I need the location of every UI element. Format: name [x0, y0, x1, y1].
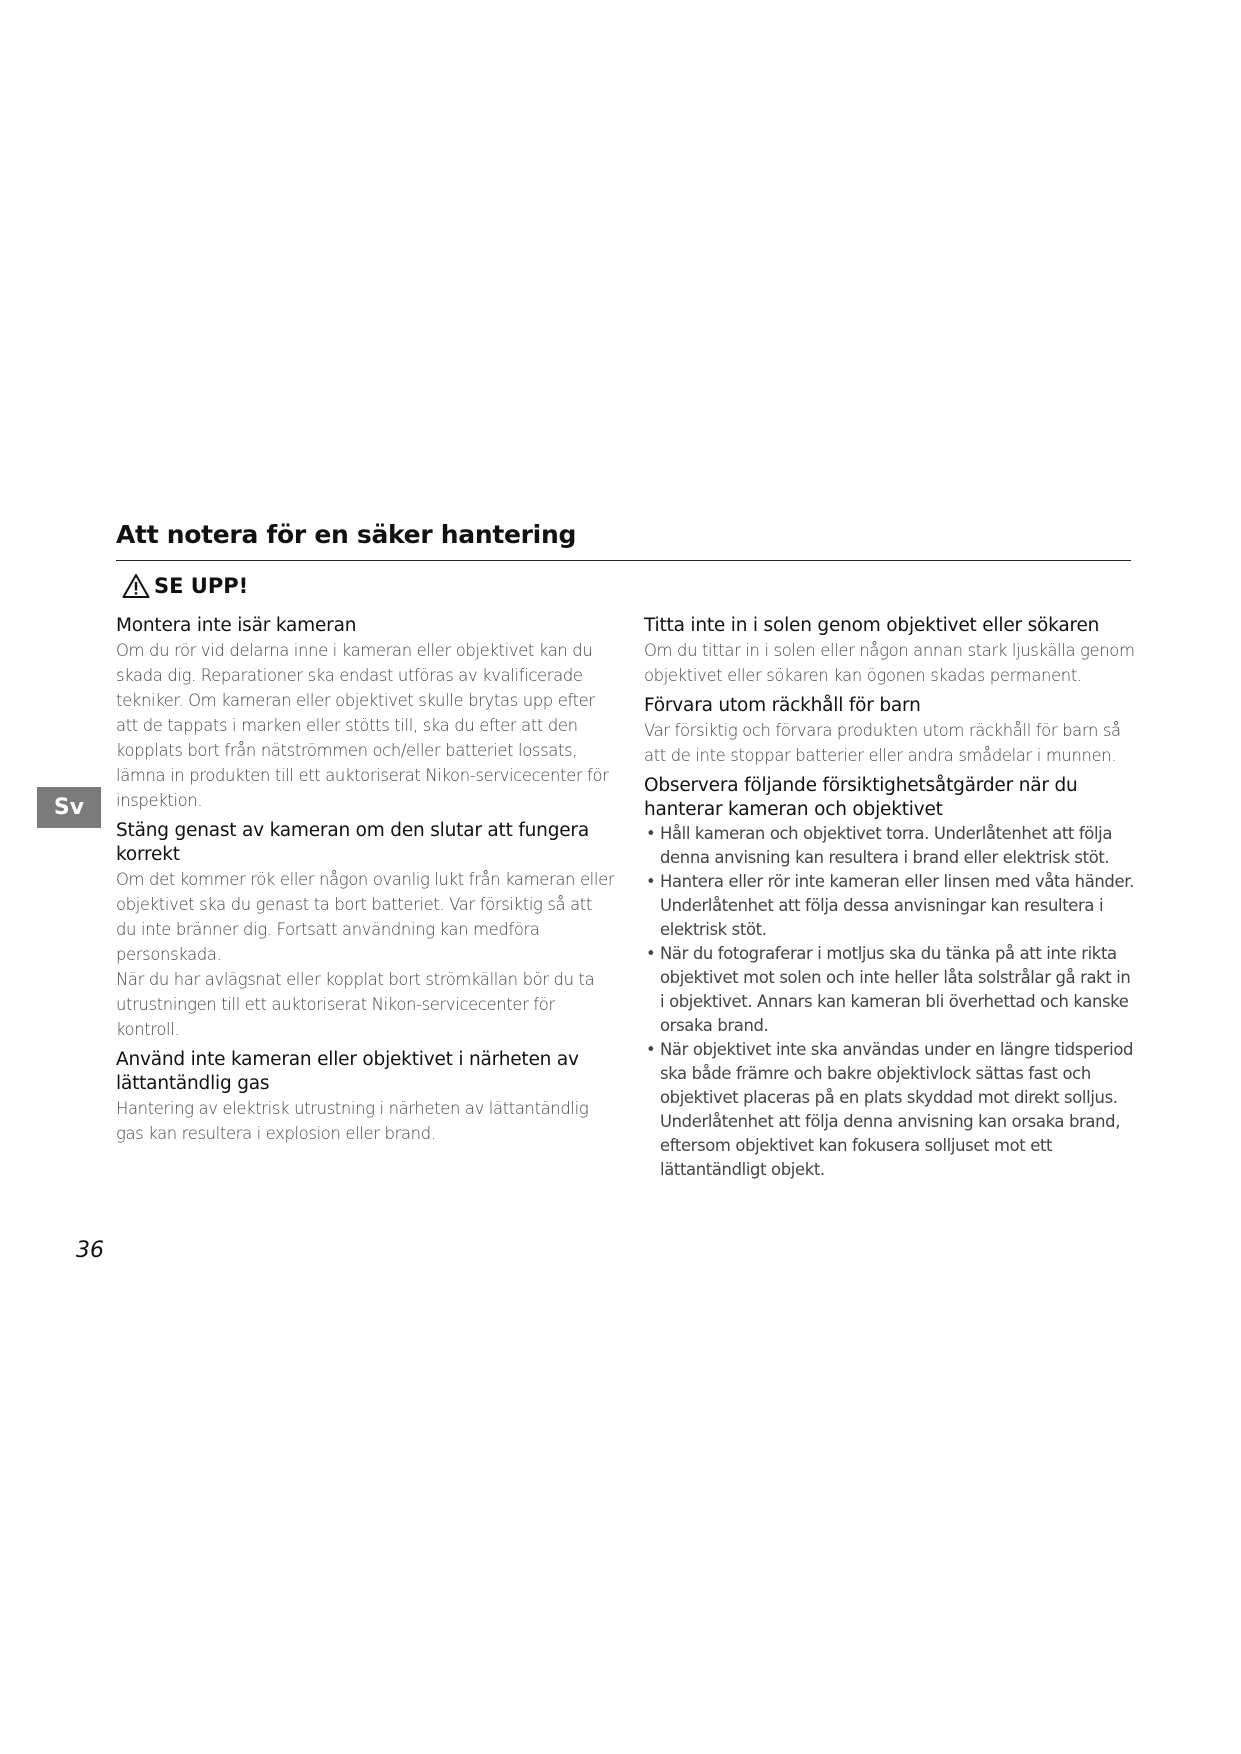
precaution-list [644, 822, 1138, 1182]
section-heading: Förvara utom räckhåll för barn [644, 695, 921, 716]
left-column [116, 614, 616, 1152]
caution-header [122, 573, 248, 599]
bullet-icon: • [646, 944, 656, 963]
section-flammable-gas [116, 1048, 616, 1146]
section-disassembly [116, 614, 616, 813]
section-heading: Använd inte kameran eller objektivet i närheten av lättantändlig gas [116, 1049, 579, 1094]
page-number: 36 [76, 1238, 104, 1263]
list-item: • Håll kameran och objektivet torra. Underlåtenhet att följa denna anvisning kan resultera i brand eller elektrisk stöt. [646, 824, 1113, 867]
section-paragraph: Var försiktig och förvara produkten utom räckhåll för barn så att de inte stoppar batterier eller andra smådelar i munnen. [644, 721, 1121, 765]
section-heading: Observera följande försiktighetsåtgärder när du hanterar kameran och objektivet [644, 775, 1078, 820]
section-sun [644, 614, 1138, 688]
list-item: • När du fotograferar i motljus ska du tänka på att inte rikta objektivet mot solen och inte heller låta solstrålar gå rakt in i objektivet. Annars kan kameran bli överhettad och kanske orsaka brand. [646, 944, 1131, 1035]
section-heading: Montera inte isär kameran [116, 615, 357, 636]
section-heading: Stäng genast av kameran om den slutar att fungera korrekt [116, 820, 589, 865]
title-divider [116, 560, 1131, 561]
bullet-icon: • [646, 872, 656, 891]
section-paragraph: När du har avlägsnat eller kopplat bort strömkällan bör du ta utrustningen till ett auktoriserat Nikon-servicecenter för kontroll. [116, 970, 595, 1039]
bullet-icon: • [646, 1040, 656, 1059]
section-children [644, 694, 1138, 768]
list-item: • När objektivet inte ska användas under en längre tidsperiod ska både främre och bakre objektivlock sättas fast och objektivet placeras på en plats skyddad mot direkt solljus. Underlåtenhet att följa denna anvisning kan orsaka brand, eftersom objektivet kan fokusera solljuset mot ett lättantändligt objekt. [646, 1040, 1134, 1179]
section-precautions [644, 774, 1138, 1182]
caution-label: SE UPP! [154, 574, 249, 598]
bullet-icon: • [646, 824, 656, 843]
warning-triangle-icon [122, 573, 150, 599]
language-tab: Sv [37, 787, 101, 828]
list-item: • Hantera eller rör inte kameran eller linsen med våta händer. Underlåtenhet att följa dessa anvisningar kan resultera i elektrisk stöt. [646, 872, 1134, 939]
section-malfunction [116, 819, 616, 1042]
section-paragraph: Om du tittar in i solen eller någon annan stark ljuskälla genom objektivet eller sökaren kan ögonen skadas permanent. [644, 641, 1135, 685]
page-title: Att notera för en säker hantering [116, 520, 577, 549]
right-column [644, 614, 1138, 1188]
section-heading: Titta inte in i solen genom objektivet eller sökaren [644, 615, 1100, 636]
section-paragraph: Om det kommer rök eller någon ovanlig lukt från kameran eller objektivet ska du genast ta bort batteriet. Var försiktig så att du inte bränner dig. Fortsatt användning kan medföra personskada. [116, 870, 615, 964]
section-paragraph: Om du rör vid delarna inne i kameran eller objektivet kan du skada dig. Reparationer ska endast utföras av kvalificerade tekniker. Om kameran eller objektivet skulle brytas upp efter att de tappats i marken eller stötts till, ska du efter att den kopplats bort från nätströmmen och/eller batteriet lossats, lämna in produkten till ett auktoriserat Nikon-servicecenter för inspektion. [116, 641, 609, 810]
section-paragraph: Hantering av elektrisk utrustning i närheten av lättantändlig gas kan resultera i explosion eller brand. [116, 1099, 589, 1143]
